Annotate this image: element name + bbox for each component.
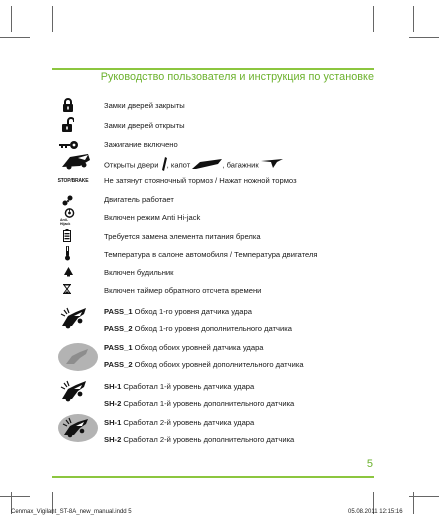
car-door-open-icon bbox=[60, 152, 94, 170]
ignition-key-icon bbox=[59, 140, 81, 150]
lock-open-icon bbox=[61, 117, 75, 132]
lock-open-label: Замки дверей открыты bbox=[104, 121, 185, 130]
anti-hijack-icon bbox=[60, 208, 78, 226]
sensor-code: SH-2 bbox=[104, 399, 122, 408]
sensor-code: PASS_1 bbox=[104, 307, 133, 316]
sensor-row-sh2-b bbox=[104, 435, 294, 445]
sensor-desc: Сработал 2-й уровень датчика удара bbox=[121, 418, 255, 427]
page-number: 5 bbox=[366, 458, 373, 470]
anti-hijack-icon-text: Anti-Hijack bbox=[60, 218, 71, 226]
sensor-row-pass2-a bbox=[104, 324, 292, 334]
ignition-label: Зажигание включено bbox=[104, 140, 178, 149]
shock-sensor-alarm-icon bbox=[60, 379, 92, 403]
sensor-code: SH-1 bbox=[104, 418, 122, 427]
sensor-code: PASS_2 bbox=[104, 360, 133, 369]
sensor-desc: Сработал 1-й уровень дополнительного датчика bbox=[121, 399, 295, 408]
crop-mark bbox=[52, 6, 53, 32]
sensor-desc: Обход обоих уровней дополнительного датчика bbox=[132, 360, 304, 369]
sensor-code: PASS_1 bbox=[104, 343, 133, 352]
crop-mark bbox=[413, 6, 414, 32]
crop-mark bbox=[0, 37, 30, 38]
footer-timestamp: 05.08.2011 12:15:16 bbox=[348, 509, 403, 515]
alarm-label: Включен будильник bbox=[104, 268, 174, 277]
alarm-clock-icon bbox=[62, 265, 74, 277]
trunk-icon bbox=[261, 159, 283, 172]
footer-divider bbox=[52, 476, 374, 478]
crop-mark bbox=[409, 496, 439, 497]
brake-icon-text: STOP/BRAKE bbox=[57, 178, 89, 184]
hood-text: , капот bbox=[166, 160, 191, 170]
thermometer-icon bbox=[62, 245, 72, 261]
trunk-text: , багажник bbox=[222, 160, 259, 170]
sensor-desc: Обход 1-го уровня датчика удара bbox=[132, 307, 252, 316]
sensor-row-pass1-b bbox=[104, 343, 264, 353]
hourglass-icon bbox=[62, 283, 72, 295]
engine-label: Двигатель работает bbox=[104, 195, 174, 204]
crop-mark bbox=[11, 6, 12, 32]
sensor-desc: Обход обоих уровней датчика удара bbox=[132, 343, 264, 352]
sensor-code: SH-2 bbox=[104, 435, 122, 444]
sensor-row-pass2-b bbox=[104, 360, 304, 370]
hood-icon bbox=[192, 159, 222, 172]
sensor-desc: Сработал 2-й уровень дополнительного датчика bbox=[121, 435, 295, 444]
sensor-desc: Обход 1-го уровня дополнительного датчика bbox=[132, 324, 292, 333]
sensor-code: PASS_2 bbox=[104, 324, 133, 333]
brake-icon bbox=[58, 176, 88, 186]
battery-label: Требуется замена элемента питания брелка bbox=[104, 232, 261, 241]
shock-sensor-bypass-all-car-icon bbox=[62, 346, 94, 368]
footer-file-name: Cenmax_Vigilant_ST-8A_new_manual.indd 5 bbox=[11, 509, 132, 515]
battery-icon bbox=[62, 228, 72, 242]
sensor-row-sh1-a bbox=[104, 382, 254, 392]
sensor-code: SH-1 bbox=[104, 382, 122, 391]
doors-text: Открыты двери bbox=[104, 160, 159, 170]
crop-mark bbox=[0, 496, 30, 497]
crop-mark bbox=[409, 37, 439, 38]
brake-label: Не затянут стояночный тормоз / Нажат ножной тормоз bbox=[104, 176, 297, 185]
anti-hijack-label: Включен режим Anti Hi-jack bbox=[104, 213, 201, 222]
shock-sensor-bypass-icon bbox=[60, 306, 92, 330]
page-title: Руководство пользователя и инструкция по установке bbox=[100, 71, 374, 83]
header-divider bbox=[52, 68, 374, 70]
doors-label bbox=[104, 157, 283, 174]
sensor-row-pass1-a bbox=[104, 307, 252, 317]
crop-mark bbox=[373, 6, 374, 32]
shock-sensor-alarm-level2-car-icon bbox=[62, 417, 94, 439]
engine-running-icon bbox=[61, 193, 75, 207]
lock-closed-label: Замки дверей закрыты bbox=[104, 101, 185, 110]
thermometer-label: Температура в салоне автомобиля / Температура двигателя bbox=[104, 250, 318, 259]
sensor-row-sh1-b bbox=[104, 418, 254, 428]
lock-closed-icon bbox=[61, 98, 75, 112]
hourglass-label: Включен таймер обратного отсчета времени bbox=[104, 286, 262, 295]
sensor-desc: Сработал 1-й уровень датчика удара bbox=[121, 382, 255, 391]
sensor-row-sh2-a bbox=[104, 399, 294, 409]
